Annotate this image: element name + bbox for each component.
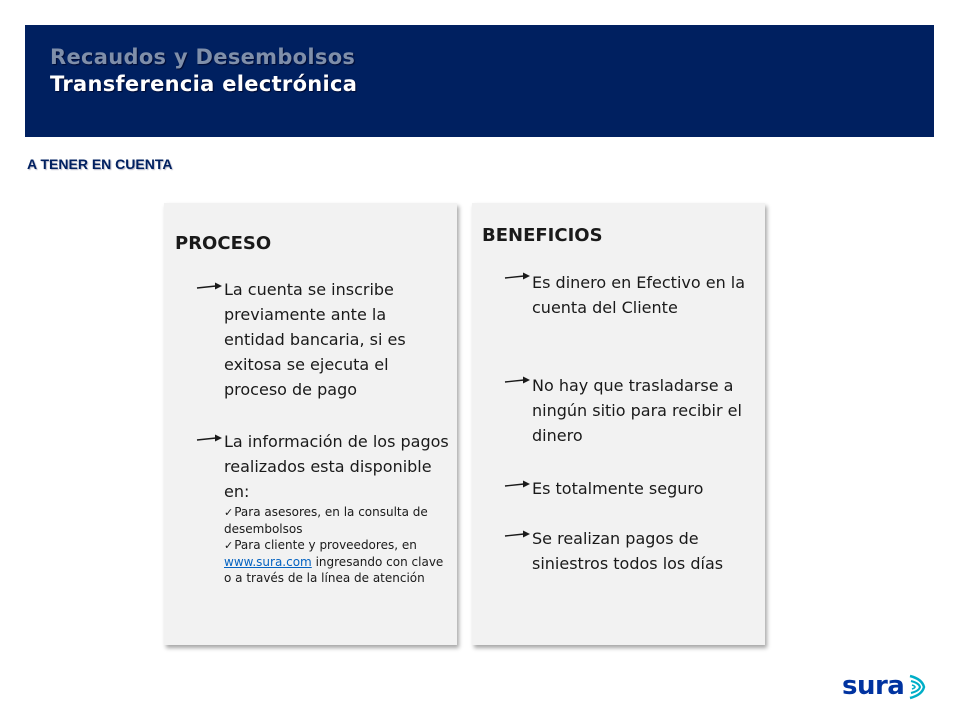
- proceso-title: PROCESO: [175, 233, 272, 254]
- note-heading: A TENER EN CUENTA: [27, 156, 173, 172]
- proceso-item-1: La cuenta se inscribe previamente ante la entidad bancaria, si es exitosa se ejecuta el proceso de pago: [224, 280, 406, 399]
- beneficio-item-1: Es dinero en Efectivo en la cuenta del Cliente: [532, 273, 746, 317]
- proceso-item-2: [224, 429, 450, 586]
- check-icon: ✓: [224, 539, 234, 552]
- beneficios-card: [472, 203, 765, 645]
- sub-item-clientes: ✓Para cliente y proveedores, en www.sura.com ingresando con clave o a través de la línea de atención: [224, 538, 444, 585]
- beneficio-item-3: Es totalmente seguro: [532, 479, 704, 498]
- arrow-icon: [504, 375, 532, 387]
- beneficio-item-2: No hay que trasladarse a ningún sitio para recibir el dinero: [532, 376, 742, 445]
- check-icon: ✓: [224, 506, 234, 519]
- proceso-card: [164, 203, 457, 645]
- arrow-icon: [504, 271, 532, 283]
- sub-item-asesores: ✓Para asesores, en la consulta de desembolsos: [224, 505, 428, 536]
- arrow-icon: [196, 433, 224, 445]
- arrow-icon: [504, 479, 532, 491]
- beneficios-title: BENEFICIOS: [482, 225, 603, 246]
- sura-logo: [842, 668, 932, 704]
- logo-mark-icon: [908, 673, 928, 701]
- logo-wordmark: sura: [842, 671, 905, 701]
- arrow-icon: [196, 281, 224, 293]
- header-banner: [25, 25, 934, 137]
- sura-link[interactable]: www.sura.com: [224, 555, 312, 569]
- header-subtitle: Transferencia electrónica: [50, 72, 358, 96]
- arrow-icon: [504, 529, 532, 541]
- proceso-item-2-text: La información de los pagos realizados esta disponible en:: [224, 432, 449, 501]
- beneficio-item-4: Se realizan pagos de siniestros todos los días: [532, 529, 724, 573]
- header-title: Recaudos y Desembolsos: [50, 45, 356, 69]
- proceso-sub-list: [224, 504, 450, 586]
